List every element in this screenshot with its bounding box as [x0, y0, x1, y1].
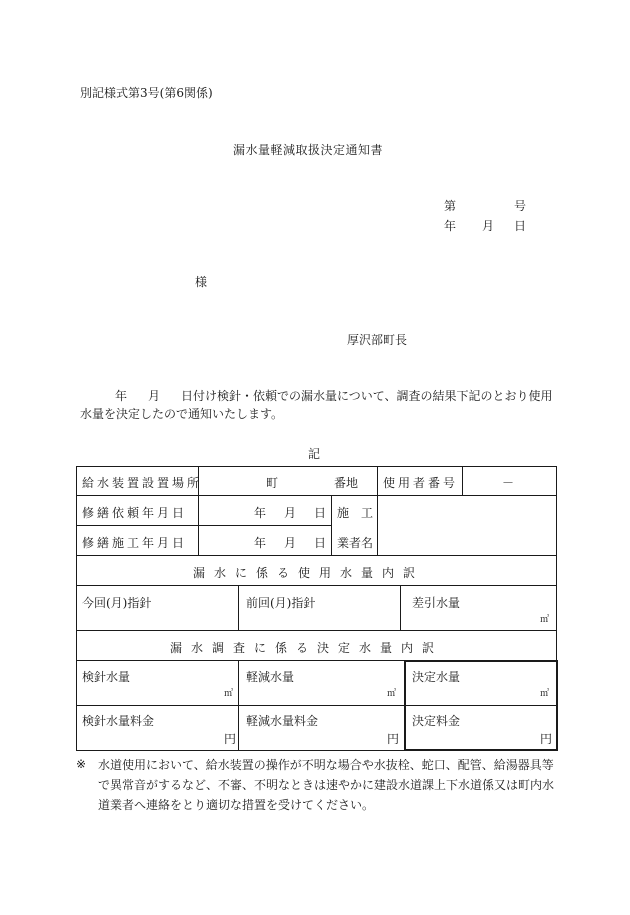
previous-reading-label: 前回(月)指針: [246, 596, 316, 610]
section2-title: 漏水調査に係る決定水量内訳: [170, 641, 444, 655]
rule: [76, 555, 557, 556]
rule: [238, 660, 239, 751]
decided-fee-unit: 円: [540, 732, 553, 746]
repair-request-month: 月: [284, 506, 297, 520]
repair-done-year: 年: [254, 536, 267, 550]
reduced-volume-unit: ㎥: [387, 689, 397, 699]
user-number-label: 使用者番号: [383, 476, 459, 490]
document-title: 漏水量軽減取扱決定通知書: [233, 143, 384, 157]
contractor-label-1: 施 工: [337, 506, 374, 520]
date-day: 日: [514, 219, 527, 233]
note-mark: ※: [76, 757, 87, 771]
body-month: 月: [148, 389, 161, 403]
rule: [400, 585, 401, 631]
recipient-honorific: 様: [195, 275, 208, 289]
decided-volume-unit: ㎥: [540, 689, 550, 699]
rule: [462, 466, 463, 496]
form-number: 別記様式第3号(第6関係): [80, 86, 213, 100]
reduced-volume-label: 軽減水量: [246, 670, 295, 684]
ki-label: 記: [308, 447, 321, 461]
issuer-name: 厚沢部町長: [347, 333, 408, 347]
body-line-2: 水量を決定したので通知いたします。: [80, 407, 284, 421]
number-go: 号: [514, 199, 527, 213]
rule: [76, 630, 557, 631]
repair-request-year: 年: [254, 506, 267, 520]
body-year: 年: [115, 389, 128, 403]
reduced-fee-unit: 円: [387, 732, 400, 746]
repair-done-day: 日: [314, 536, 327, 550]
contractor-label-2: 業者名: [337, 536, 374, 550]
rule: [238, 585, 239, 631]
diff-volume-unit: ㎥: [540, 615, 550, 625]
decided-fee-label: 決定料金: [412, 714, 461, 728]
metered-fee-label: 検針水量料金: [82, 714, 155, 728]
rule: [331, 495, 332, 556]
repair-request-day: 日: [314, 506, 327, 520]
metered-fee-unit: 円: [224, 732, 237, 746]
number-dai: 第: [444, 199, 457, 213]
user-number-value: －: [502, 476, 515, 490]
town-label: 町: [266, 476, 279, 490]
decided-volume-label: 決定水量: [412, 670, 461, 684]
note-text: 水道使用において、給水装置の操作が不明な場合や水抜栓、蛇口、配管、給湯器具等で異常音がするなど、不審、不明なときは速やかに建設水道課上下水道係又は町内水道業者へ連絡をとり適切な措置を受けてください。: [98, 758, 555, 812]
date-month: 月: [482, 219, 495, 233]
section1-title: 漏水に係る使用水量内訳: [193, 566, 425, 580]
repair-done-label: 修繕施工年月日: [82, 536, 188, 550]
repair-request-label: 修繕依頼年月日: [82, 506, 188, 520]
table-border-top: [76, 466, 557, 467]
table-border-left: [76, 466, 77, 751]
body-line-1: 日付け検針・依頼での漏水量について、調査の結果下記のとおり使用: [181, 389, 553, 403]
rule: [76, 585, 557, 586]
rule: [76, 495, 557, 496]
metered-volume-label: 検針水量: [82, 670, 131, 684]
install-location-label: 給水装置設置場所: [82, 476, 203, 490]
banchi-label: 番地: [334, 476, 359, 490]
repair-done-month: 月: [284, 536, 297, 550]
rule: [76, 525, 331, 526]
diff-volume-label: 差引水量: [412, 596, 461, 610]
current-reading-label: 今回(月)指針: [82, 596, 152, 610]
date-year: 年: [444, 219, 457, 233]
reduced-fee-label: 軽減水量料金: [246, 714, 319, 728]
rule: [377, 466, 378, 556]
metered-volume-unit: ㎥: [224, 689, 234, 699]
